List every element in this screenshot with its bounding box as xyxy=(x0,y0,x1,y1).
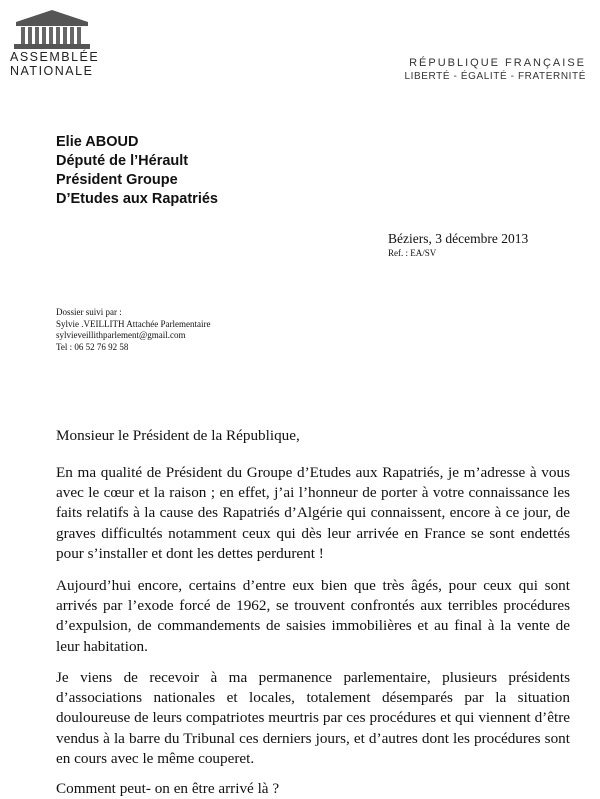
logo-line-2: NATIONALE xyxy=(10,64,94,78)
sender-title-2: Président Groupe xyxy=(56,172,178,188)
dossier-email: sylvieveillithparlement@gmail.com xyxy=(56,330,186,340)
assemblee-nationale-logo xyxy=(10,8,98,78)
dossier-label: Dossier suivi par : xyxy=(56,307,122,317)
hemicycle-building-icon xyxy=(12,8,92,50)
dossier-contact: Sylvie .VEILLITH Attachée Parlementaire xyxy=(56,318,211,329)
sender-name: Elie ABOUD xyxy=(56,134,139,150)
place-date: Béziers, 3 décembre 2013 xyxy=(388,231,529,246)
dossier-block xyxy=(56,307,210,353)
body-paragraph: Comment peut- on en être arrivé là ? xyxy=(56,780,280,797)
sender-title-3: D’Etudes aux Rapatriés xyxy=(56,191,218,207)
dossier-phone: Tel : 06 52 76 92 58 xyxy=(56,341,129,352)
sender-title-1: Député de l’Hérault xyxy=(56,153,189,169)
salutation: Monsieur le Président de la République, xyxy=(56,427,300,444)
sender-block xyxy=(56,133,218,209)
reference: Ref. : EA/SV xyxy=(388,248,437,258)
republic-header xyxy=(404,56,586,84)
republic-motto: LIBERTÉ - ÉGALITÉ - FRATERNITÉ xyxy=(404,71,586,82)
body-paragraph: Aujourd’hui encore, certains d’entre eux bien que très âgés, pour ceux qui sont arrivés par l’exode forcé de 1962, se trouvent confrontés aux terribles procédures d’expulsion, de commandements de saisies immobilières et au final à la vente de leur habitation. xyxy=(56,577,570,655)
logo-line-1: ASSEMBLÉE xyxy=(10,50,100,64)
republic-name: RÉPUBLIQUE FRANÇAISE xyxy=(409,57,586,69)
body-paragraph: Je viens de recevoir à ma permanence parlementaire, plusieurs présidents d’associations nationales et locales, totalement désemparés par la situation douloureuse de leurs compatriotes meurtris par ces procédures et qui viennent d’être vendus à la barre du Tribunal ces derniers jours, et d’autres dont les procédures sont en cours avec le même couperet. xyxy=(56,669,570,767)
body-paragraph: En ma qualité de Président du Groupe d’Etudes aux Rapatriés, je m’adresse à vous avec le cœur et la raison ; en effet, j’ai l’honneur de porter à votre connaissance les faits relatifs à la cause des Rapatriés d’Algérie qui connaissent, encore à ce jour, de graves difficultés notamment ceux qui dès leur arrivée en France se sont endettés pour s’installer et dont les dettes perdurent ! xyxy=(56,464,570,562)
